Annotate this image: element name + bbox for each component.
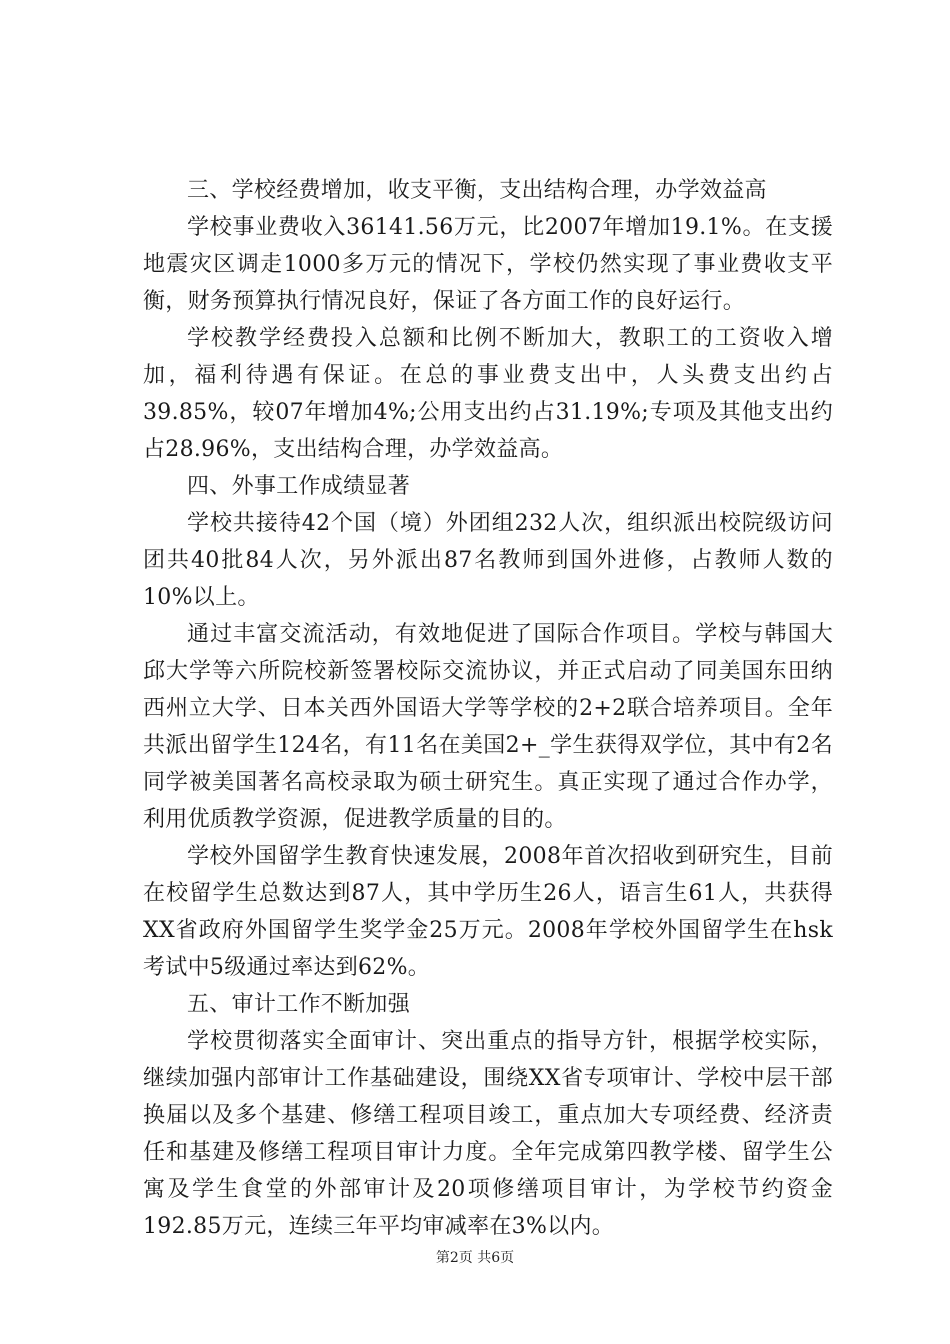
section-heading-audit: 五、审计工作不断加强 (187, 992, 411, 1017)
paragraph-cooperation: 通过丰富交流活动，有效地促进了国际合作项目。学校与韩国大邱大学等六所院校新签署校际交流协议，并正式启动了同美国东田纳西州立大学、日本关西外国语大学等学校的2+2联合培养项目。全年共派出留学生124名，有11名在美国2+_学生获得双学位，其中有2名同学被美国著名高校录取为硕士研究生。真正实现了通过合作办学，利用优质教学资源，促进教学质量的目的。 (143, 622, 833, 832)
section-heading-funding: 三、学校经费增加，收支平衡，支出结构合理，办学效益高 (187, 178, 767, 203)
section-heading-foreign-affairs: 四、外事工作成绩显著 (187, 474, 411, 499)
paragraph-expenditure: 学校教学经费投入总额和比例不断加大，教职工的工资收入增加，福利待遇有保证。在总的事业费支出中，人头费支出约占39.85%，较07年增加4%;公用支出约占31.19%;专项及其他支出约占28.96%，支出结构合理，办学效益高。 (143, 326, 833, 462)
document-body (143, 172, 833, 1245)
paragraph-audit: 学校贯彻落实全面审计、突出重点的指导方针，根据学校实际，继续加强内部审计工作基础建设，围绕XX省专项审计、学校中层干部换届以及多个基建、修缮工程项目竣工，重点加大专项经费、经济责任和基建及修缮工程项目审计力度。全年完成第四教学楼、留学生公寓及学生食堂的外部审计及20项修缮项目审计，为学校节约资金192.85万元，连续三年平均审减率在3%以内。 (143, 1029, 833, 1239)
paragraph-delegations: 学校共接待42个国（境）外团组232人次，组织派出校院级访问团共40批84人次，另外派出87名教师到国外进修，占教师人数的10%以上。 (143, 511, 833, 610)
paragraph-international-students: 学校外国留学生教育快速发展，2008年首次招收到研究生，目前在校留学生总数达到87人，其中学历生26人，语言生61人，共获得XX省政府外国留学生奖学金25万元。2008年学校外国留学生在hsk考试中5级通过率达到62%。 (143, 844, 833, 980)
paragraph-revenue: 学校事业费收入36141.56万元，比2007年增加19.1%。在支援地震灾区调走1000多万元的情况下，学校仍然实现了事业费收支平衡，财务预算执行情况良好，保证了各方面工作的良好运行。 (143, 215, 833, 314)
page-number-footer: 第2页 共6页 (435, 1250, 515, 1266)
